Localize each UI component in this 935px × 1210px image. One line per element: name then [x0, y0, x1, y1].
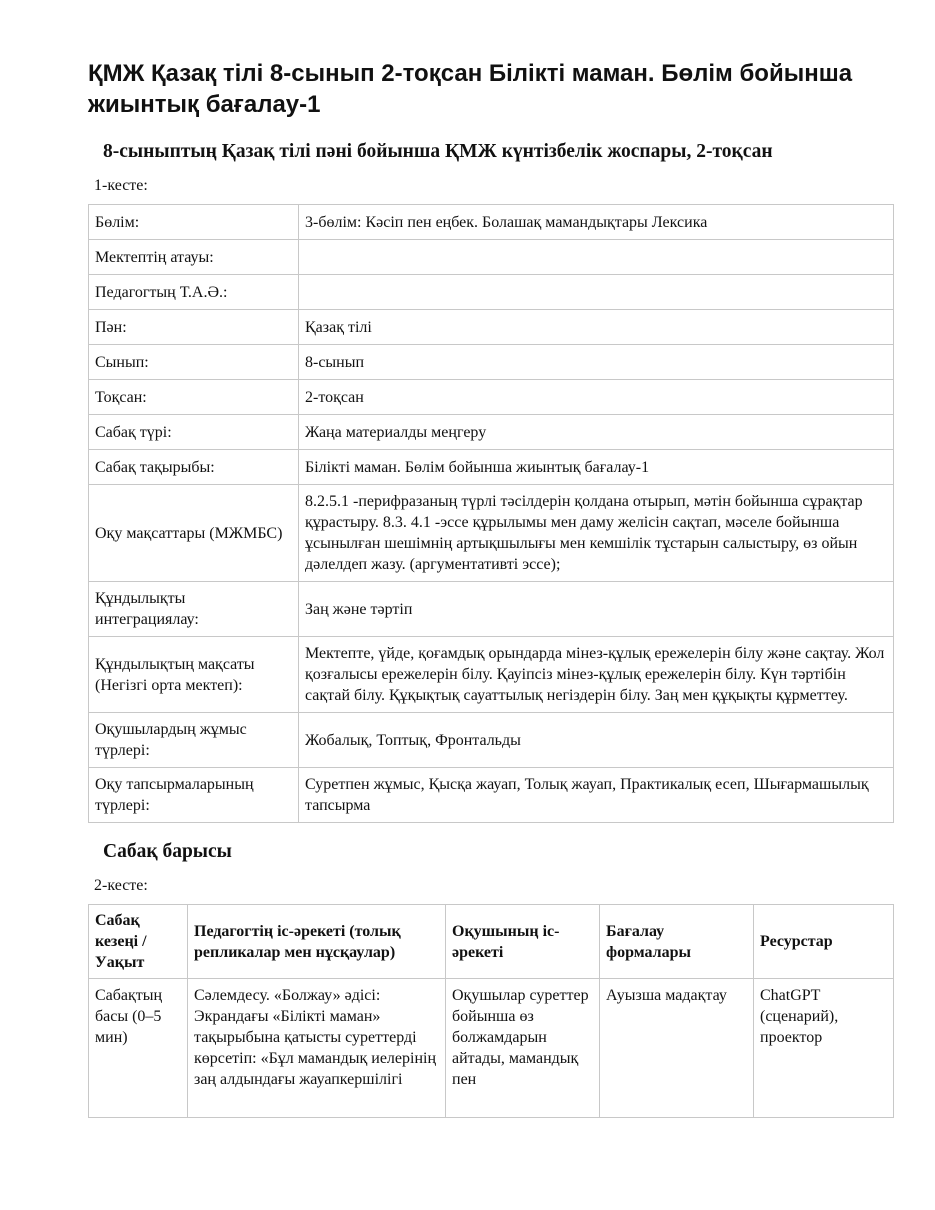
row-label: Сынып:: [89, 345, 299, 380]
row-value: Білікті маман. Бөлім бойынша жиынтық бағалау-1: [299, 450, 894, 485]
cell-assessment: Ауызша мадақтау: [600, 979, 754, 1118]
table-row: [89, 415, 894, 450]
row-value: Жобалық, Топтық, Фронтальды: [299, 713, 894, 768]
row-label: Оқушылардың жұмыс түрлері:: [89, 713, 299, 768]
plan-heading: 8-сыныптың Қазақ тілі пәні бойынша ҚМЖ күнтізбелік жоспары, 2-тоқсан: [103, 141, 773, 162]
header-student-activity: Оқушының іс-әрекеті: [446, 905, 600, 979]
row-label: Мектептің атауы:: [89, 240, 299, 275]
row-value: Жаңа материалды меңгеру: [299, 415, 894, 450]
lesson-progress-heading: Сабақ барысы: [103, 841, 232, 862]
cell-teacher-activity: Сәлемдесу. «Болжау» әдісі: Экрандағы «Білікті маман» тақырыбына қатысты суреттерді көрсетіп: «Бұл мамандық иелерінің заң алдындағы жауапкершілігі: [188, 979, 446, 1118]
row-label: Пән:: [89, 310, 299, 345]
table-header-row: [89, 905, 894, 979]
header-assessment: Бағалау формалары: [600, 905, 754, 979]
row-value: [299, 240, 894, 275]
table-row: [89, 345, 894, 380]
table-row: [89, 310, 894, 345]
row-label: Сабақ тақырыбы:: [89, 450, 299, 485]
row-label: Бөлім:: [89, 205, 299, 240]
row-label: Сабақ түрі:: [89, 415, 299, 450]
table-row: [89, 240, 894, 275]
table-row: [89, 205, 894, 240]
header-resources: Ресурстар: [754, 905, 894, 979]
table-row: [89, 979, 894, 1118]
table2-caption: 2-кесте:: [94, 877, 148, 894]
row-label: Оқу тапсырмаларының түрлері:: [89, 768, 299, 823]
row-value: 8-сынып: [299, 345, 894, 380]
row-value: [299, 275, 894, 310]
row-value: Суретпен жұмыс, Қысқа жауап, Толық жауап, Практикалық есеп, Шығармашылық тапсырма: [299, 768, 894, 823]
cell-student-activity: Оқушылар суреттер бойынша өз болжамдарын айтады, мамандық пен: [446, 979, 600, 1118]
document-page: [88, 58, 893, 1118]
row-value: 2-тоқсан: [299, 380, 894, 415]
table-row: [89, 450, 894, 485]
row-label: Құндылықты интеграциялау:: [89, 582, 299, 637]
lesson-progress-table: [88, 904, 894, 1118]
header-stage: Сабақ кезеңі / Уақыт: [89, 905, 188, 979]
table-row: [89, 275, 894, 310]
table-row: [89, 380, 894, 415]
row-label: Оқу мақсаттары (МЖМБС): [89, 485, 299, 582]
document-title: ҚМЖ Қазақ тілі 8-сынып 2-тоқсан Білікті маман. Бөлім бойынша жиынтық бағалау-1: [88, 60, 853, 118]
cell-resources: ChatGPT (сценарий), проектор: [754, 979, 894, 1118]
table-row: [89, 485, 894, 582]
row-value: 8.2.5.1 -перифразаның түрлі тәсілдерін қолдана отырып, мәтін бойынша сұрақтар құрастыру. 8.3. 4.1 -эссе құрылымы мен даму желісін сақтап, мәселе бойынша ұсынылған шешімнің артықшылығы мен кемшілік тұстарын салыстыру, өз ойын дәлелдеп жазу. (аргументативті эссе);: [299, 485, 894, 582]
lesson-plan-table: [88, 204, 894, 823]
row-value: 3-бөлім: Кәсіп пен еңбек. Болашақ мамандықтары Лексика: [299, 205, 894, 240]
table-row: [89, 637, 894, 713]
row-value: Мектепте, үйде, қоғамдық орындарда мінез-құлық ережелерін білу және сақтау. Жол қозғалысы ережелерін білу. Қауіпсіз мінез-құлық ережелерін білу. Күн тәртібін сақтай білу. Құқықтық сауаттылық негіздерін білу. Заң мен құқықты құрметтеу.: [299, 637, 894, 713]
row-value: Қазақ тілі: [299, 310, 894, 345]
table1-caption: 1-кесте:: [94, 177, 148, 194]
table-row: [89, 582, 894, 637]
row-label: Педагогтың Т.А.Ә.:: [89, 275, 299, 310]
row-label: Құндылықтың мақсаты (Негізгі орта мектеп):: [89, 637, 299, 713]
row-value: Заң және тәртіп: [299, 582, 894, 637]
cell-stage: Сабақтың басы (0–5 мин): [89, 979, 188, 1118]
table-row: [89, 713, 894, 768]
row-label: Тоқсан:: [89, 380, 299, 415]
table-row: [89, 768, 894, 823]
header-teacher-activity: Педагогтің іс-әрекеті (толық репликалар мен нұсқаулар): [188, 905, 446, 979]
